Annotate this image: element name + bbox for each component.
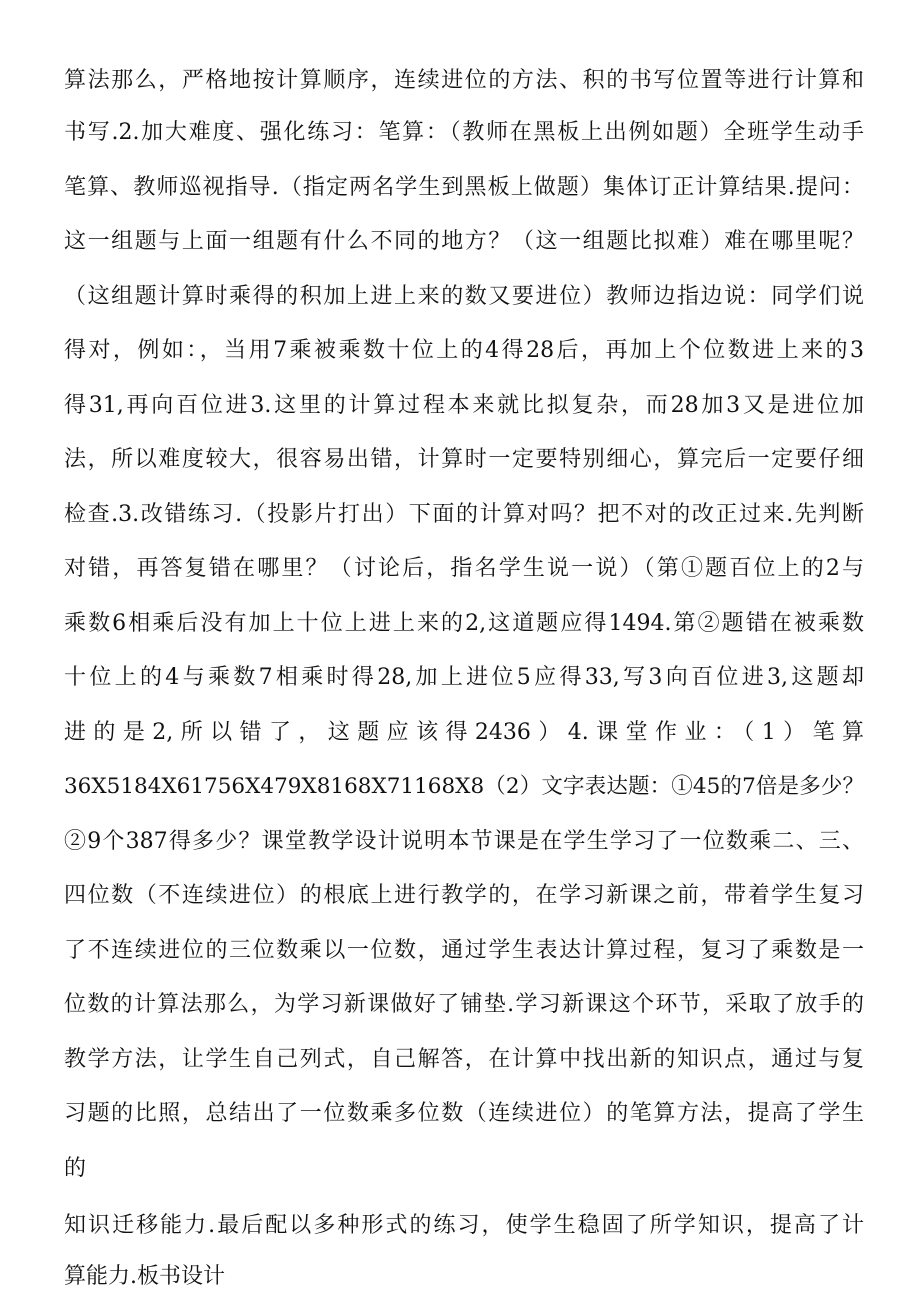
text-line: 四位数（不连续进位）的根底上进行教学的，在学习新课之前，带着学生复习: [64, 883, 864, 908]
text-line: 十位上的4与乘数7相乘时得28,加上进位5应得33,写3向百位进3,这题却: [64, 665, 864, 690]
text-line: 乘数6相乘后没有加上十位上进上来的2,这道题应得1494.第②题错在被乘数: [64, 611, 864, 636]
text-line: 法，所以难度较大，很容易出错，计算时一定要特别细心，算完后一定要仔细: [64, 447, 864, 472]
text-line: ②9个387得多少？课堂教学设计说明本节课是在学生学习了一位数乘二、三、: [64, 829, 864, 854]
text-line: 了不连续进位的三位数乘以一位数，通过学生表达计算过程，复习了乘数是一: [64, 938, 864, 963]
text-line: 对错，再答复错在哪里？（讨论后，指名学生说一说）（第①题百位上的2与: [64, 556, 864, 581]
text-line: 这一组题与上面一组题有什么不同的地方？（这一组题比拟难）难在哪里呢？: [64, 229, 864, 254]
text-line: 的: [64, 1156, 87, 1181]
text-line: 算能力.板书设计: [64, 1264, 225, 1289]
text-line: （这组题计算时乘得的积加上进上来的数又要进位）教师边指边说：同学们说: [64, 284, 864, 309]
text-line: 教学方法，让学生自己列式，自己解答，在计算中找出新的知识点，通过与复: [64, 1047, 864, 1072]
text-line: 知识迁移能力.最后配以多种形式的练习，使学生稳固了所学知识，提高了计: [64, 1213, 864, 1238]
text-line: 位数的计算法那么，为学习新课做好了铺垫.学习新课这个环节，采取了放手的: [64, 992, 864, 1017]
text-line: 检查.3.改错练习.（投影片打出）下面的计算对吗？把不对的改正过来.先判断: [64, 502, 864, 527]
text-line: 算法那么，严格地按计算顺序，连续进位的方法、积的书写位置等进行计算和: [64, 68, 864, 93]
text-line: 习题的比照，总结出了一位数乘多位数（连续进位）的笔算方法，提高了学生: [64, 1101, 864, 1126]
text-line: 进的是2,所以错了，这题应该得2436）4.课堂作业：（1）笔算: [64, 720, 864, 745]
text-line: 得31,再向百位进3.这里的计算过程本来就比拟复杂，而28加3又是进位加: [64, 393, 864, 418]
text-line: 36X5184X61756X479X8168X71168X8（2）文字表达题：①45的7倍是多少？: [64, 774, 864, 799]
text-line: 书写.2.加大难度、强化练习：笔算：（教师在黑板上出例如题）全班学生动手: [64, 120, 864, 145]
text-line: 笔算、教师巡视指导.（指定两名学生到黑板上做题）集体订正计算结果.提问：: [64, 175, 864, 200]
text-line: 得对，例如：，当用7乘被乘数十位上的4得28后，再加上个位数进上来的3: [64, 338, 864, 363]
